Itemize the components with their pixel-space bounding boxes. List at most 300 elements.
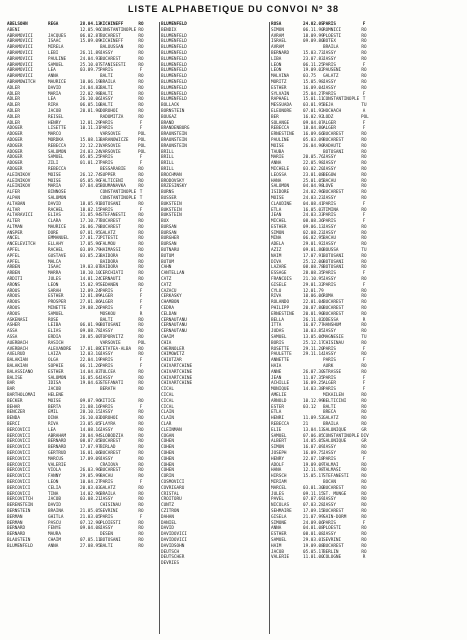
table-cell: JASSY [323,230,336,236]
table-cell: BOTOSANI [100,537,121,543]
table-cell: RO [361,195,367,201]
table-cell: ADOGER [7,137,23,143]
table-cell: F [362,456,366,462]
table-cell: LISETTE [48,126,67,132]
table-cell: MINA [271,236,282,242]
table-cell: PARIS [323,520,336,526]
table-cell: BRILL [161,166,174,172]
table-cell: PARIS [323,387,336,393]
table-cell: FALTICENI [100,178,124,184]
table-cell: COHEN [161,468,174,474]
table-cell: PARIS [323,213,336,219]
table-cell: BALAKIAN [7,358,28,364]
table-cell: ACHILLE [271,381,290,387]
table-cell: CONSTANTINOPLE [323,97,360,103]
table-cell: BELLA [271,317,284,323]
table-cell: RO [138,271,144,277]
table-cell: BLUMENFELD [161,33,187,39]
table-cell: ALFER [7,190,20,196]
table-cell: BERCOVICI [7,427,31,433]
table-cell: BLUMENFELD [161,39,187,45]
table-cell: PARIS [100,364,113,370]
table-cell: 03.09.75 [80,68,101,74]
table-cell: JULES [48,277,61,283]
table-cell: CHISINAU [100,503,121,509]
table-cell: DAVID [161,526,174,532]
table-cell: JASSY [323,79,336,85]
table-cell: AROUS [7,288,20,294]
table-cell: RO [138,520,144,526]
table-cell: ALEINIKOV [7,184,31,190]
table-cell: F [362,213,366,219]
table-cell: VARSOVIE [100,143,121,149]
table-cell: JASSY [100,50,113,56]
table-cell: 23.01.08 [303,172,324,178]
table-cell: BRZESINSKY [161,184,187,190]
table-cell: LEON [271,62,282,68]
table-cell: BUCAREST [100,439,121,445]
table-cell: BERNARD [7,532,26,538]
table-cell: PARIS [323,22,336,27]
table-cell: 15.02.95 [80,282,101,288]
table-cell: BEHAR [7,404,20,410]
table-cell: BALISE [7,375,23,381]
table-cell: BRILL [161,161,174,167]
table-cell: 09.07.96 [80,398,101,404]
table-cell: 25.12.00 [303,259,324,265]
table-cell: CRAIOVA [100,462,119,468]
table-cell: 16.05.64 [80,375,101,381]
table-cell: RO [361,45,367,51]
table-cell: RO [361,68,367,74]
table-cell: CONSTANTINOPLE [100,27,137,33]
table-cell: BALTI [323,404,336,410]
table-cell: RO [361,543,367,549]
table-cell: 14.01.24 [80,277,101,283]
table-cell: HENRY [48,120,61,126]
table-cell: RO [361,306,367,312]
table-cell: ALEXANDRE [48,346,72,352]
table-cell: RO [138,74,144,80]
table-cell: RO [361,404,367,410]
table-cell: COLOGNE [323,555,342,561]
table-cell: RO [361,166,367,172]
table-cell: COHEN [161,450,174,456]
table-cell: GISELA [271,514,287,520]
table-cell: APFEL [7,253,20,259]
table-cell: RO [138,224,144,230]
table-cell: COHEN [161,439,174,445]
table-cell: GALATZ [323,416,339,422]
table-cell: CHAMBON [161,300,180,306]
table-cell: STEFANESTI [323,474,349,480]
table-cell: 23.05.05 [80,421,101,427]
table-cell: BERATH [100,387,116,393]
table-cell: CHIMOWITZ [161,352,185,358]
table-cell: 03.02.20 [303,166,324,172]
table-cell: APFEL [7,248,20,254]
table-cell: CELIA [48,485,61,491]
column-2 [159,22,269,634]
table-cell: MARIE [271,155,284,161]
table-cell: ERDIA [48,335,61,341]
table-cell: JASSY [323,224,336,230]
table-cell: ALPAN [7,195,20,201]
table-cell: LEIBA [48,323,61,329]
table-cell: R [362,555,366,561]
table-cell: BOTOSANI [323,259,344,265]
table-cell: 19.03.07 [80,265,101,271]
table-cell: REBECCA [48,143,67,149]
table-cell: VARSOVIE [100,132,121,138]
table-cell: RO [138,352,144,358]
table-cell: LEBI [48,50,59,56]
table-cell: ODESSA [323,317,339,323]
table-cell: JASSY [323,85,336,91]
table-cell: BERCOVITCH [7,497,33,503]
table-cell: 26.10.03 [80,416,101,422]
table-cell: KICHINEFF [100,39,124,45]
table-cell: ASSA [7,329,18,335]
table-cell: SOPHIE [48,364,64,370]
table-cell: DAVID [48,85,61,91]
table-cell: AVERBACH [7,346,28,352]
table-cell: 24.04.82 [80,85,101,91]
table-cell: MAURICE [48,224,67,230]
table-cell: RO [138,503,144,509]
table-cell: RO [138,248,144,254]
table-cell: RO [361,137,367,143]
table-cell: GISELE [271,282,287,288]
table-cell: LOVE [323,184,334,190]
table-row [7,544,159,550]
table-cell: PARIS [323,201,336,207]
table-cell: ADLER [7,91,20,97]
table-cell: MALCA [48,259,61,265]
table-cell: PARIS [100,514,113,520]
table-cell: 05.03.09 [303,137,324,143]
table-cell: F [139,294,143,300]
table-cell: JASSY [323,242,336,248]
table-cell: 19.09.08 [303,543,324,549]
table-cell: RO [361,369,367,375]
table-cell: SIMON [271,230,284,236]
table-cell: 03.75 [303,74,316,80]
table-cell: ALTABAN [7,201,26,207]
table-cell: LEON [271,68,282,74]
table-cell: BLUMENFELD [161,22,187,27]
column-3 [269,22,464,634]
table-cell: RO [138,277,144,283]
table-cell: ITTA [271,323,282,329]
table-cell: JASSY [100,375,113,381]
table-cell: CONSTANTINOPLE [323,433,360,439]
table-cell: BALTI [100,91,113,97]
table-cell: RO [361,462,367,468]
table-cell: MINETTE [48,306,67,312]
table-cell: CHIA [161,340,172,346]
table-cell: GR [361,439,367,445]
table-cell: CROITORU [161,497,182,503]
table-cell: CRISTAL [161,491,180,497]
table-cell: SEDANEN [100,282,119,288]
table-cell: CAZACU [161,288,177,294]
table-cell: 08.01.08 [303,532,324,538]
table-cell: 20.03.03 [80,485,101,491]
table-cell: BALTI [100,543,113,549]
table-cell: CERKASKY [161,294,182,300]
table-cell: DAVID [48,201,61,207]
table-cell: MAURA [48,532,61,538]
table-cell: ESTHER [271,224,287,230]
table-cell: 24.03.23 [303,195,324,201]
table-cell: 10.06.19 [80,79,101,85]
table-cell: BERCOVICI [7,485,31,491]
table-cell: RO [361,39,367,45]
table-cell: BOTOSANI [323,149,344,155]
table-cell: BERMAN [7,514,23,520]
table-cell: CONSTANTINOPLE [100,190,137,196]
table-cell: RACHEL [48,248,64,254]
table-cell: ADELA [271,242,284,248]
table-cell: ERNESTINE [271,311,295,317]
table-cell: BOLLACK [161,103,180,109]
table-cell: BUCAREST [323,137,344,143]
table-cell: PARIS [323,456,336,462]
table-cell: BRAILA [100,79,116,85]
table-cell: 08.08.78 [303,265,324,271]
table-cell: RO [138,259,144,265]
table-cell: BRANDENBURG [161,126,190,132]
table-cell: CHIVARTCHINE [161,369,193,375]
table-cell: RO [138,242,144,248]
table-cell: DEUTSCH [161,549,180,555]
table-cell: RO [138,456,144,462]
table-cell: BLUMENFELD [161,91,187,97]
table-cell: OLGA [48,358,59,364]
table-cell: CHAIM [161,335,174,341]
table-cell: BLUMENFELD [161,97,187,103]
table-cell: ISAAC [48,39,61,45]
table-cell: SARAH [48,288,61,294]
table-cell: BUCAREST [100,33,121,39]
table-cell: 04.04.98 [303,184,324,190]
table-cell: RO [138,166,144,172]
table-cell: POL [138,149,146,155]
table-cell: CELDAN [161,311,177,317]
table-cell: MOISE [48,172,61,178]
table-cell: BROCHMAN [161,172,182,178]
table-cell: BACAU [323,178,336,184]
table-cell: 28.04.94 [80,433,101,439]
table-cell: CICAL [161,404,174,410]
table-cell: PARIS [100,120,113,126]
table-cell: 24.09.06 [303,520,324,526]
table-cell: 29.01.92 [303,242,324,248]
table-cell: BEJA [323,103,334,109]
table-cell: CANTELLAN [161,271,185,277]
table-cell: FANNY [48,474,61,480]
table-cell: RO [138,445,144,451]
table-cell: ROMNICI [323,27,342,33]
table-cell: RO [361,230,367,236]
table-cell: PARIS [323,62,336,68]
table-cell: 07.07.69 [303,497,324,503]
table-cell: 06.01.90 [80,323,101,329]
table-cell: RO [138,201,144,207]
table-cell: F [362,22,366,27]
table-cell: JASSY [323,56,336,62]
table-cell: REBECCA [271,421,290,427]
table-cell: AROUS [7,300,20,306]
table-cell: MIRELA [48,45,64,51]
table-cell: MOISE [48,178,61,184]
table-cell: BUCAREST [323,300,344,306]
table-cell: PROSPER [48,300,67,306]
table-cell: HELENE [48,393,64,398]
table-cell: SAMUEL [48,62,64,68]
table-cell: RO [361,416,367,422]
table-cell: HOCHACH [323,108,342,114]
table-cell: PARIS [323,91,336,97]
table-cell: CERCHIATI [100,271,124,277]
table-cell: JACOB [271,549,284,555]
table-cell: ANNA [48,543,59,549]
table-cell: BURSAN [161,230,177,236]
table-cell: AROUS [7,294,20,300]
table-cell: MARRA [48,271,61,277]
table-cell: BLAUSTEIN [7,537,31,543]
table-cell: JUDAS [271,329,284,335]
table-cell: 17.09.15 [303,508,324,514]
table-cell: RO [138,22,144,27]
table-cell: REGA [48,22,59,27]
table-cell: 29.11.14 [303,352,324,358]
table-cell: CHISINAU [323,340,344,346]
table-cell: COHEN [161,462,174,468]
table-cell: RO [361,491,367,497]
table-cell: 25.01.05 [303,178,324,184]
table-cell: 14.03.38 [303,387,324,393]
table-cell: AROUS [7,306,20,312]
table-cell: 03.08.21 [80,497,101,503]
table-cell: 06.11.26 [80,364,101,370]
table-cell: CATZ [161,282,172,288]
table-cell: 16.02.92 [303,114,324,120]
table-cell: ARNOLD [271,398,287,404]
table-cell: VALERIE [48,462,67,468]
table-cell: RO [361,74,367,80]
table-cell: 03.01.95 [303,103,324,109]
column-1 [6,22,159,634]
table-cell: F [139,126,143,132]
table-cell: BALASSIANO [7,369,33,375]
table-cell: BOUSSA [323,248,339,254]
table-cell: TU [361,103,367,109]
table-cell: JASSY [323,329,336,335]
table-cell: REBECCA [271,126,290,132]
table-cell: SAMUEL [48,155,64,161]
table-cell: 21 [303,421,309,427]
table-cell: BENCZER [7,410,26,416]
table-cell: JASSY [323,503,336,509]
table-cell: RO [138,439,144,445]
table-cell: HAIM [271,543,282,549]
table-cell: SALOMON [48,149,67,155]
table-cell: 22.07.18 [303,456,324,462]
table-cell: ANNETTE [271,358,290,364]
table-cell: BERENSTEIN [7,503,33,509]
table-cell: BLUMENFELD [161,56,187,62]
table-cell: R [362,317,366,323]
table-cell: BAIDORA [100,253,119,259]
table-cell: TINA [48,491,59,497]
table-cell: F [139,288,143,294]
table-cell: RO [138,230,144,236]
table-cell: RO [361,508,367,514]
table-cell: JULES [271,491,284,497]
table-cell: 16.09.75 [303,450,324,456]
table-cell: JASSY [323,50,336,56]
table-cell: ADLER [7,108,20,114]
table-cell: F [362,62,366,68]
table-cell: F [139,120,143,126]
table-cell: ESTHER [48,369,64,375]
table-cell: PARIS [323,282,336,288]
table-cell: 17.09.09 [80,456,101,462]
table-cell: F [139,155,143,161]
table-cell: CONSTANTINOPLE [100,195,137,201]
table-cell: RO [138,369,144,375]
table-cell: JACQUES [48,33,67,39]
table-cell: CAHN [161,265,172,271]
table-cell: BENDIX [161,27,177,33]
table-cell: CUNTZ [161,503,174,509]
table-cell: DESEN [100,532,113,538]
table-cell: CLAR [161,421,172,427]
table-cell: LAZARE [271,265,287,271]
table-cell: 04.01.08 [303,526,324,532]
table-cell: RO [138,62,144,68]
table-cell: ALGER [100,300,113,306]
table-cell: PLOESTI [323,33,342,39]
table-cell: MARIA [48,91,61,97]
table-cell: TU [361,335,367,341]
table-cell: 22.04.19 [80,358,101,364]
table-cell: BERCOVICI [7,456,31,462]
table-cell: ADLER [7,97,20,103]
table-cell: BAIDORA [100,265,119,271]
table-cell: SALONIQUE [323,439,347,445]
table-cell: 12.03.10 [80,352,101,358]
table-cell: 16.05.03 [303,207,324,213]
table-cell: RO [138,474,144,480]
table-cell: JOSEPH [271,450,287,456]
table-cell: BUKSTEIN [161,213,182,219]
table-cell: 26.11.02 [303,317,324,323]
table-cell: BRAILA [323,421,339,427]
table-cell: JASSY [323,352,336,358]
table-cell: 03.12 [303,404,316,410]
table-cell: F [362,282,366,288]
table-cell: 27.01.86 [80,300,101,306]
table-cell: GERTRUD [48,450,67,456]
table-cell: RO [361,410,367,416]
table-cell: F [362,346,366,352]
table-cell: ZILI [48,161,59,167]
table-cell: RO [361,184,367,190]
table-cell: STEFANATI [100,381,124,387]
